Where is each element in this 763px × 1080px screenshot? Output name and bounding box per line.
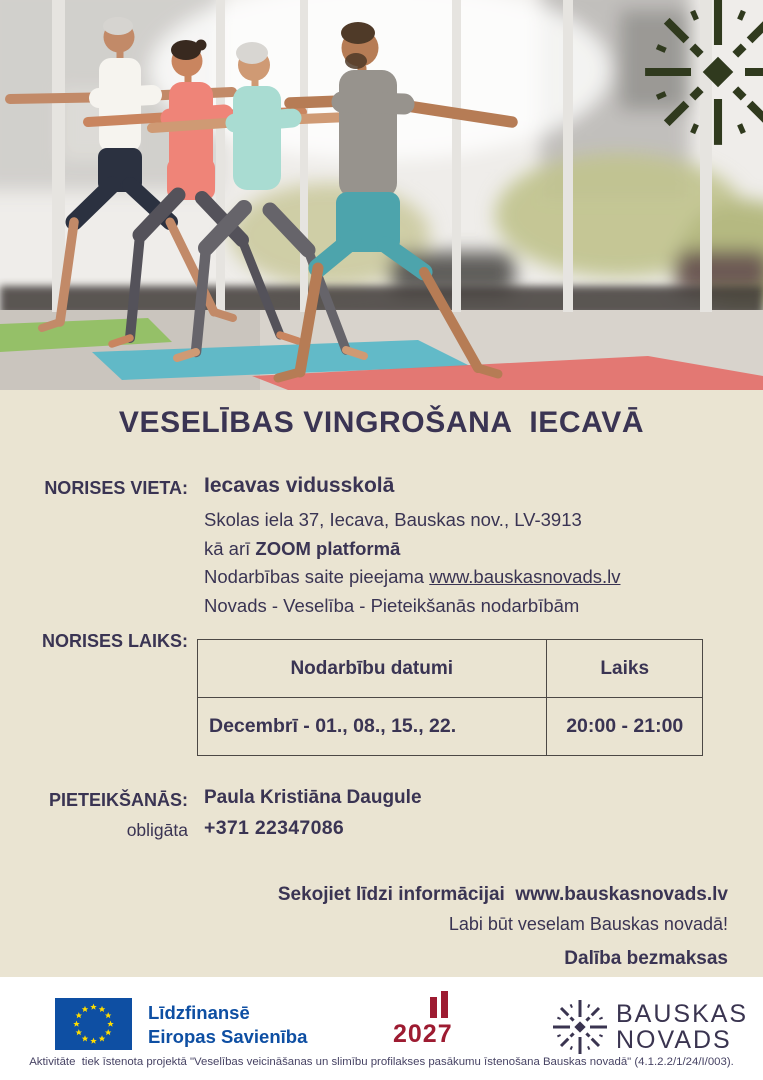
municipality-line1: BAUSKAS [616, 1000, 749, 1028]
period-year: 2027 [393, 1020, 453, 1048]
venue-address: Skolas iela 37, Iecava, Bauskas nov., LV-3913 [204, 509, 582, 531]
time-label: NORISES LAIKS: [41, 631, 188, 651]
bauskasnovads-link[interactable]: www.bauskasnovads.lv [429, 566, 621, 588]
starburst-icon [550, 997, 610, 1057]
yoga-class-photo [0, 0, 763, 390]
venue-link-prefix: Nodarbības saite pieejama [204, 566, 430, 588]
venue-zoom-bold: ZOOM platformā [255, 537, 401, 559]
venue-nav-path: Novads - Veselība - Pieteikšanās nodarbībām [204, 594, 580, 616]
eu-cofunded-label [148, 1001, 307, 1049]
venue-name: Iecavas vidusskolā [204, 474, 395, 497]
venue-label: NORISES VIETA: [44, 478, 188, 498]
venue-zoom-prefix: kā arī [204, 537, 256, 559]
eu-cofunded-line2: Eiropas Savienība [148, 1026, 308, 1047]
table-header-row [198, 640, 703, 698]
table-row [198, 698, 703, 756]
follow-info-line: Sekojiet līdzi informācijai www.bauskasnovads.lv [277, 884, 728, 905]
schedule-table [197, 639, 703, 756]
follow-block [278, 884, 728, 970]
table-header-time: Laiks [547, 640, 703, 698]
signup-contact [204, 787, 422, 840]
municipality-line2: NOVADS [616, 1026, 732, 1054]
page-title: VESELĪBAS VINGROŠANA IECAVĀ [118, 406, 645, 439]
free-participation-line: Dalība bezmaksas [564, 948, 728, 969]
project-fine-print: Aktivitāte tiek īstenota projektā "Veselības veicināšanas un slimību profilakses pasākumu īstenošana Bauskas novadā" (4.1.2.2/1/24/I/003). [29, 1056, 734, 1068]
venue-link-line [204, 563, 620, 591]
venue-zoom-line [204, 535, 620, 563]
eu-flag-icon [55, 998, 132, 1050]
contact-phone: +371 22347086 [204, 817, 344, 839]
contact-name: Paula Kristiāna Daugule [204, 787, 422, 808]
table-cell-dates: Decembrī - 01., 08., 15., 22. [198, 698, 547, 756]
eu-cofunded-line1: Līdzfinansē [148, 1002, 250, 1023]
municipality-name [616, 1001, 748, 1053]
hero-photo [0, 0, 763, 390]
footer [0, 977, 763, 1080]
follow-tagline: Labi būt veselam Bauskas novadā! [448, 914, 728, 934]
table-header-dates: Nodarbību datumi [198, 640, 547, 698]
signup-required-note: obligāta [126, 820, 188, 840]
table-cell-time: 20:00 - 21:00 [547, 698, 703, 756]
venue-details [204, 472, 620, 620]
signup-label: PIETEIKŠANĀS: [48, 790, 188, 810]
